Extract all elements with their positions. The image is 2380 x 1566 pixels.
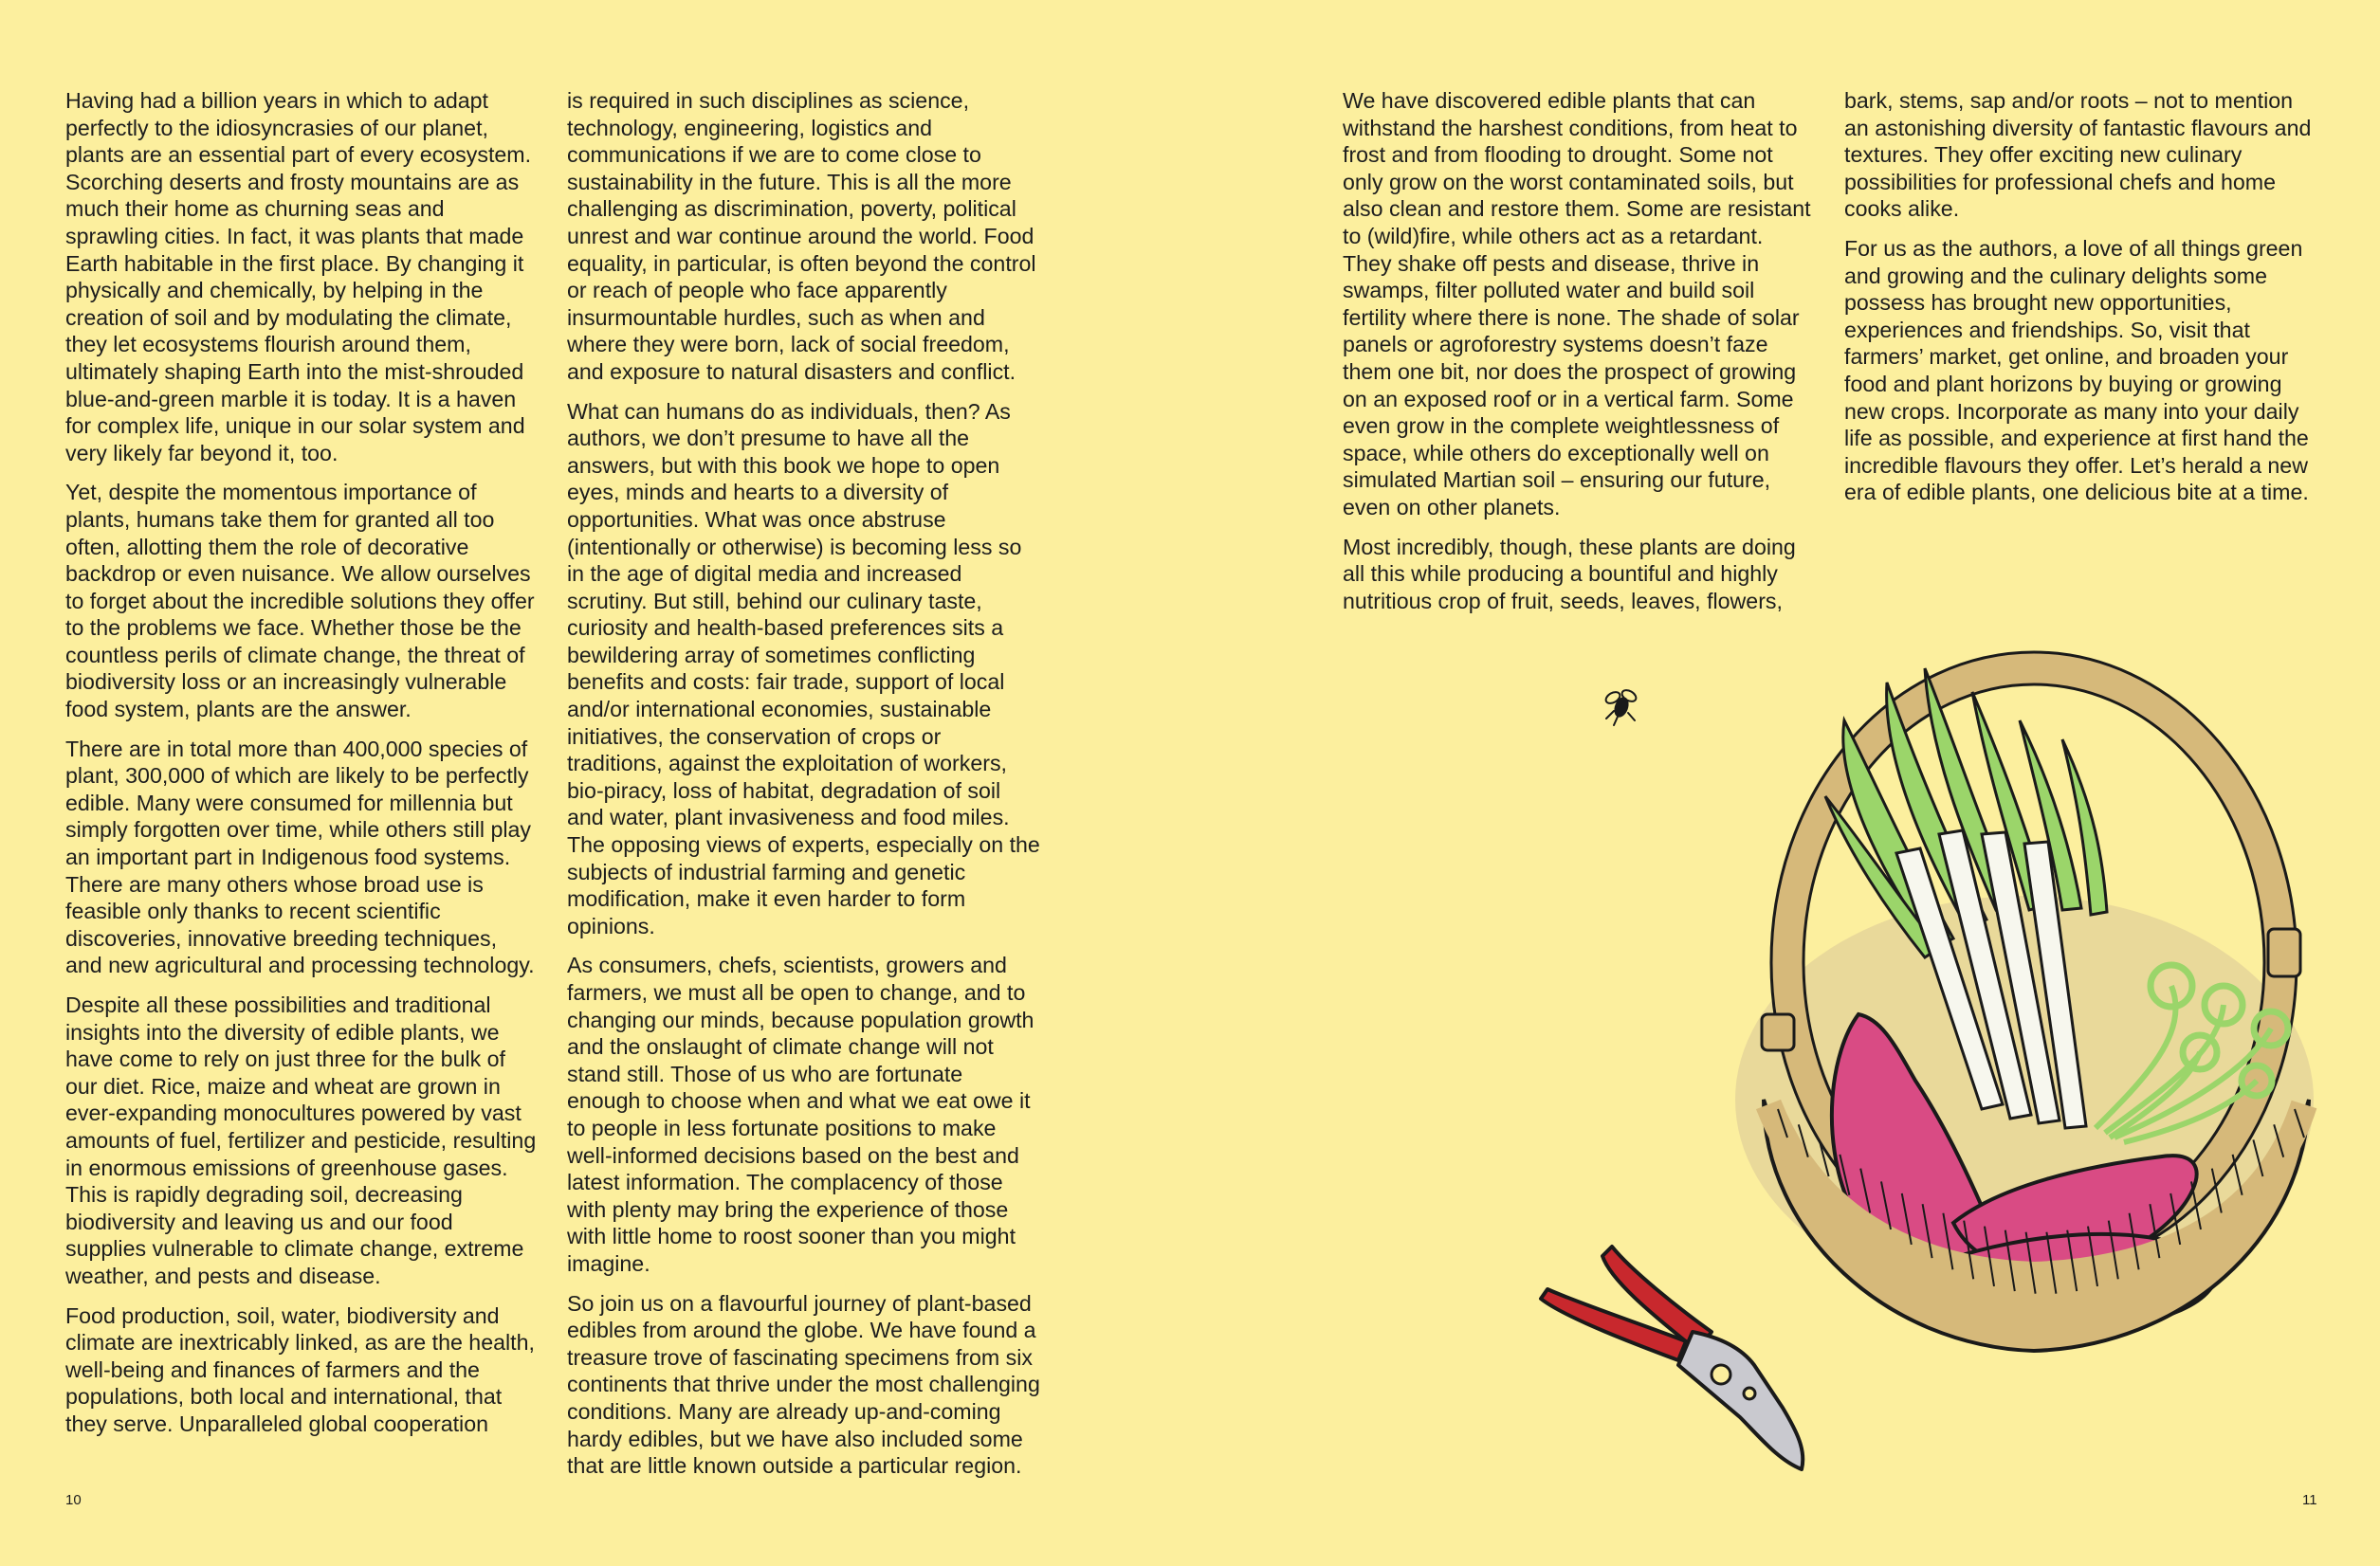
paragraph: So join us on a flavourful journey of plant-based edibles from around the globe. We have found a treasure trove of fascinating specimens from six continents that thrive under the most challenging conditions. Many are already up-and-coming hardy edibles, but we have also included some that are little known outside a particular region. [567, 1290, 1040, 1479]
paragraph: For us as the authors, a love of all things green and growing and the culinary delights some possess has brought new opportunities, experiences and friendships. So, visit that farmers’ market, get online, and broaden your food and plant horizons by buying or growing new crops. Incorporate as many into your daily life as possible, and experience at first hand the incredible flavours they offer. Let’s herald a new era of edible plants, one delicious bite at a time. [1844, 235, 2309, 505]
paragraph: is required in such disciplines as science, technology, engineering, logistics and communications if we are to come close to sustainability in the future. This is all the more challenging as discrimination, poverty, political unrest and war continue around the world. Food equality, in particular, is often beyond the control or reach of people who face apparently insurmountable hurdles, such as when and where they were born, lack of social freedom, and exposure to natural disasters and conflict. [567, 88, 1036, 384]
paragraph: Food production, soil, water, biodiversity and climate are inextricably linked, as are the health, well-being and finances of farmers and the populations, both local and international, that they serve. Unparalleled global cooperation [65, 1302, 535, 1436]
page-number-left: 10 [65, 1492, 82, 1508]
paragraph: bark, stems, sap and/or roots – not to mention an astonishing diversity of fantastic flavours and textures. They offer exciting new culinary possibilities for professional chefs and home cooks alike. [1844, 88, 2312, 222]
paragraph: There are in total more than 400,000 species of plant, 300,000 of which are likely to be perfectly edible. Many were consumed for millennia but simply forgotten over time, while others still play an important part in Indigenous food systems. There are many others whose broad use is feasible only thanks to recent scientific discoveries, innovative breeding techniques, and new agricultural and processing technology. [65, 736, 535, 978]
paragraph: Most incredibly, though, these plants are doing all this while producing a bountiful and highly nutritious crop of fruit, seeds, leaves, flowers, [1343, 534, 1796, 613]
page-number-right: 11 [2302, 1492, 2317, 1508]
pruning-shears-icon [1541, 1247, 1803, 1469]
paragraph: What can humans do as individuals, then? As authors, we don’t presume to have all the answers, but with this book we hope to open eyes, minds and hearts to a diversity of opportunities. What was once abstruse (intentionally or otherwise) is becoming less so in the age of digital media and increased scrutiny. But still, behind our culinary taste, curiosity and health-based preferences sits a bewildering array of sometimes conflicting benefits and costs: fair trade, support of local and/or international economies, sustainable initiatives, the conservation of crops or traditions, against the exploitation of workers, bio-piracy, loss of habitat, degradation of soil and water, plant invasiveness and food miles. The opposing views of experts, especially on the subjects of industrial farming and genetic modification, make it even harder to form opinions. [567, 398, 1040, 938]
paragraph: Despite all these possibilities and traditional insights into the diversity of edible plants, we have come to rely on just three for the bulk of our diet. Rice, maize and wheat are grown in ever-expanding monocultures powered by vast amounts of fuel, fertilizer and pesticide, resulting in enormous emissions of greenhouse gases. This is rapidly degrading soil, decreasing biodiversity and leaving us and our food supplies vulnerable to climate change, extreme weather, and pests and disease. [65, 992, 537, 1288]
paragraph: As consumers, chefs, scientists, growers and farmers, we must all be open to change, and to changing our minds, because population growth and the onslaught of climate change will not stand still. Those of us who are fortunate enough to choose when and what we eat owe it to people in less fortunate positions to make well-informed decisions based on the best and latest information. The complacency of those with plenty may bring the experience of those with little home to roost sooner than you might imagine. [567, 953, 1034, 1276]
paragraph: We have discovered edible plants that can withstand the harshest conditions, from heat to frost and from flooding to drought. Some not only grow on the worst contaminated soils, but also clean and restore them. Some are resistant to (wild)fire, while others act as a retardant. They shake off pests and disease, thrive in swamps, filter polluted water and build soil fertility where there is none. The shade of solar panels or agroforestry systems doesn’t faze them one bit, nor does the prospect of growing on an exposed roof or in a vertical farm. Some even grow in the complete weightlessness of space, while others do exceptionally well on simulated Martian soil – ensuring our future, even on other planets. [1343, 88, 1811, 519]
paragraph: Having had a billion years in which to adapt perfectly to the idiosyncrasies of our planet, plants are an essential part of every ecosystem. Scorching deserts and frosty mountains are as much their home as churning seas and sprawling cities. In fact, it was plants that made Earth habitable in the first place. By changing it physically and chemically, by helping in the creation of soil and by modulating the climate, they let ecosystems flourish around them, ultimately shaping Earth into the mist-shrouded blue-and-green marble it is today. It is a haven for complex life, unique in our solar system and very likely far beyond it, too. [65, 88, 532, 465]
bee-icon [1604, 688, 1639, 725]
basket-of-vegetables [1735, 652, 2314, 1351]
paragraph: Yet, despite the momentous importance of plants, humans take them for granted all too often, allotting them the role of decorative backdrop or even nuisance. We allow ourselves to forget about the incredible solutions they offer to the problems we face. Whether those be the countless perils of climate change, the threat of biodiversity loss or an increasingly vulnerable food system, plants are the answer. [65, 480, 535, 722]
